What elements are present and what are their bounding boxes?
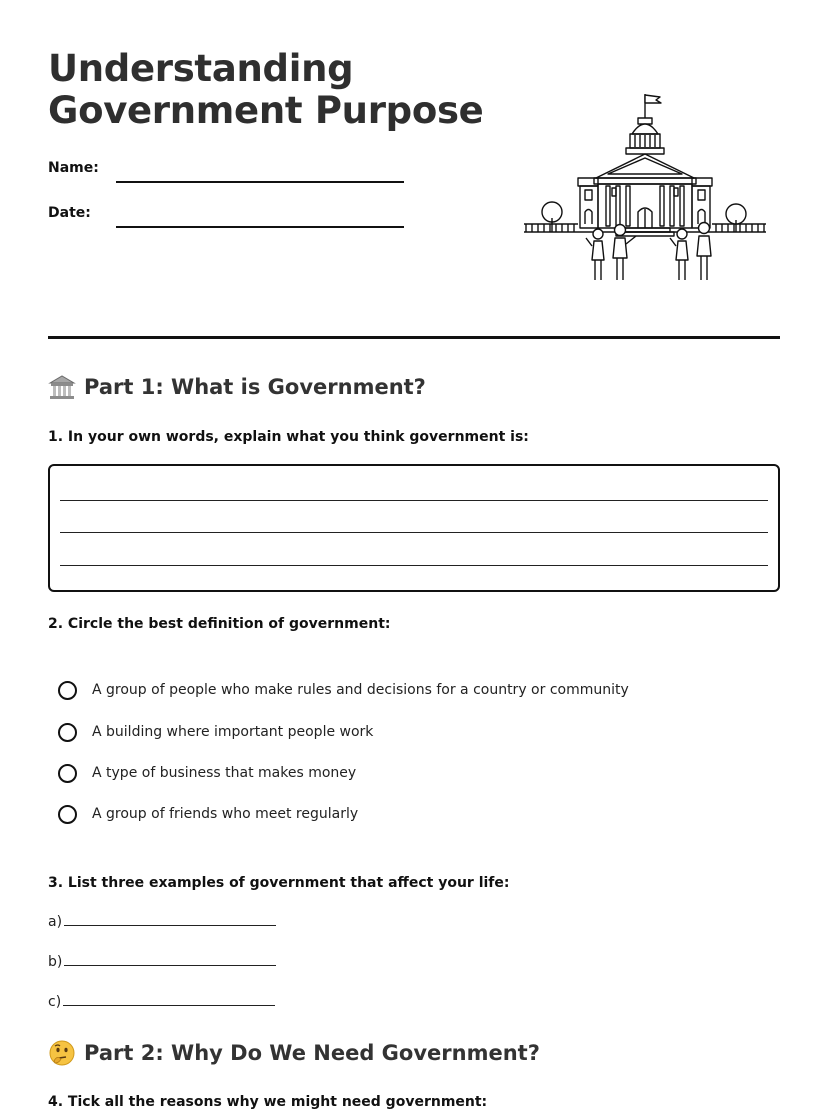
question-4: 4. Tick all the reasons why we might need government: (48, 1094, 488, 1110)
example-label: a) (48, 914, 63, 930)
worksheet-page (48, 0, 780, 1118)
title-line-1: Understanding (48, 47, 354, 90)
title-line-2: Government Purpose (48, 89, 484, 132)
option-label: A group of friends who meet regularly (92, 806, 359, 822)
example-blank[interactable] (63, 1005, 275, 1006)
classical-building-icon (48, 373, 76, 401)
question-1: 1. In your own words, explain what you think government is: (48, 429, 529, 445)
definition-option[interactable] (58, 678, 629, 702)
part1-heading-text: Part 1: What is Government? (84, 375, 426, 399)
option-circle[interactable] (58, 681, 77, 700)
name-line[interactable] (116, 181, 404, 183)
date-field[interactable] (48, 205, 408, 235)
capitol-building-illustration-icon (522, 88, 768, 288)
answer-line (60, 565, 768, 566)
name-field[interactable] (48, 160, 408, 190)
definition-option[interactable] (58, 720, 373, 744)
date-line[interactable] (116, 226, 404, 228)
worksheet-title (48, 48, 508, 132)
option-circle[interactable] (58, 805, 77, 824)
option-label: A type of business that makes money (92, 765, 357, 781)
example-item-c[interactable] (48, 994, 275, 1010)
part1-heading (48, 373, 426, 401)
date-label: Date: (48, 205, 91, 221)
option-label: A group of people who make rules and decisions for a country or community (92, 682, 629, 698)
part2-heading (48, 1039, 540, 1067)
example-label: c) (48, 994, 62, 1010)
name-label: Name: (48, 160, 99, 176)
thinking-face-icon (48, 1039, 76, 1067)
option-label: A building where important people work (92, 724, 374, 740)
question-1-answer-box[interactable] (48, 464, 780, 592)
example-item-b[interactable] (48, 954, 276, 970)
example-blank[interactable] (64, 925, 276, 926)
example-blank[interactable] (64, 965, 276, 966)
answer-line (60, 532, 768, 533)
definition-option[interactable] (58, 761, 356, 785)
example-label: b) (48, 954, 63, 970)
question-2: 2. Circle the best definition of government: (48, 616, 391, 632)
example-item-a[interactable] (48, 914, 276, 930)
answer-line (60, 500, 768, 501)
definition-option[interactable] (58, 802, 358, 826)
question-3: 3. List three examples of government that affect your life: (48, 875, 510, 891)
option-circle[interactable] (58, 723, 77, 742)
option-circle[interactable] (58, 764, 77, 783)
part2-heading-text: Part 2: Why Do We Need Government? (84, 1041, 540, 1065)
header-divider (48, 336, 780, 339)
